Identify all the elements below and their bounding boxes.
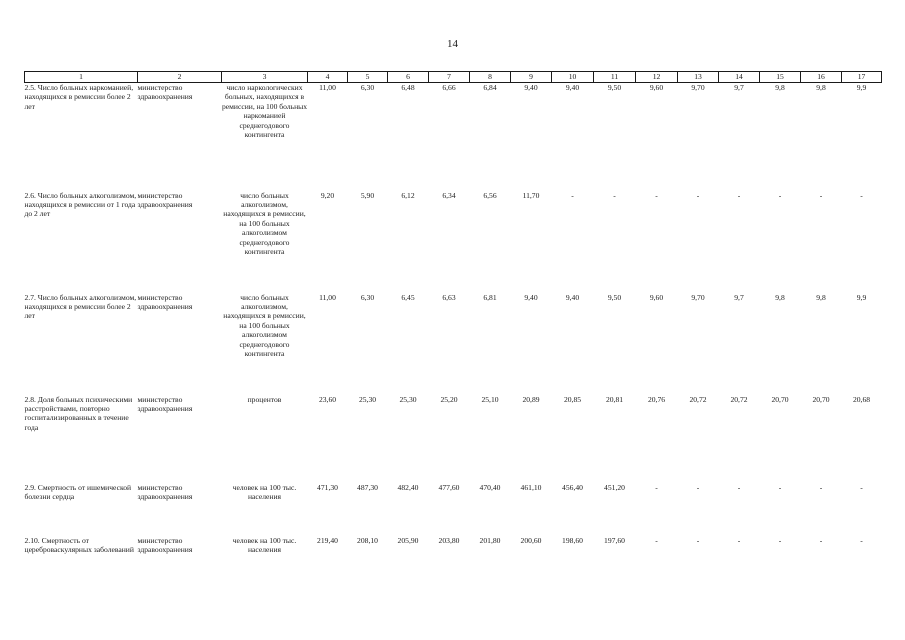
column-number: 4 [308, 72, 348, 83]
indicator-value: 200,60 [520, 535, 542, 545]
responsible-body: министерство здравоохранения [137, 190, 193, 209]
responsible-body: министерство здравоохранения [137, 292, 193, 311]
indicator-value: 20,85 [563, 394, 582, 404]
indicator-value: 20,81 [605, 394, 624, 404]
table-row [25, 83, 882, 191]
column-number: 15 [760, 72, 801, 83]
indicator-value: 9,8 [816, 292, 826, 302]
indicator-value: 9,50 [607, 83, 622, 92]
indicator-value: 9,60 [649, 83, 664, 92]
indicator-value: 6,12 [401, 190, 415, 200]
indicator-value: 198,60 [562, 535, 583, 545]
indicator-value: 197,60 [604, 535, 625, 545]
indicator-value: 208,10 [357, 535, 378, 545]
indicator-value: 6,30 [360, 292, 375, 302]
indicator-value: 456,40 [562, 482, 583, 492]
indicator-name: 2.5. Число больных наркоманией, находящихся в ремиссии более 2 лет [24, 83, 134, 111]
column-number: 17 [842, 72, 882, 83]
column-number: 14 [719, 72, 760, 83]
indicator-value: 9,8 [816, 83, 826, 92]
column-number: 2 [138, 72, 222, 83]
column-number: 8 [470, 72, 511, 83]
indicator-value: - [860, 190, 863, 200]
indicator-value: 6,30 [360, 83, 375, 92]
indicator-value: - [696, 535, 700, 545]
indicator-value: 6,45 [401, 292, 415, 302]
column-number: 6 [388, 72, 429, 83]
indicator-value: 20,68 [852, 394, 871, 404]
indicator-value: 9,70 [691, 292, 705, 302]
column-number: 3 [222, 72, 308, 83]
column-number: 5 [348, 72, 388, 83]
indicator-value: 9,40 [524, 292, 538, 302]
indicator-value: 205,90 [397, 535, 419, 545]
unit-of-measure: человек на 100 тыс. населения [232, 535, 297, 554]
indicator-value: - [860, 535, 863, 545]
indicator-value: 6,63 [442, 292, 456, 302]
page-number: 14 [447, 38, 458, 50]
indicator-value: 20,89 [522, 394, 540, 404]
indicator-value: 25,20 [440, 394, 458, 404]
indicator-value: 6,48 [401, 83, 415, 92]
table-row [25, 395, 882, 483]
indicator-name: 2.9. Смертность от ишемической болезни сердца [24, 482, 132, 501]
indicator-value: - [778, 535, 782, 545]
indicator-value: - [778, 190, 782, 200]
indicator-value: 9,40 [565, 292, 580, 302]
responsible-body: министерство здравоохранения [137, 535, 193, 554]
indicator-value: - [778, 482, 782, 492]
indicator-value: - [737, 482, 741, 492]
indicator-value: - [819, 190, 823, 200]
indicator-value: - [819, 482, 823, 492]
column-number: 1 [25, 72, 138, 83]
indicator-value: 9,7 [734, 83, 744, 92]
indicator-value: 219,40 [317, 535, 338, 545]
indicator-value: - [737, 535, 741, 545]
indicator-value: 11,70 [522, 190, 540, 200]
indicator-value: - [737, 190, 741, 200]
indicator-value: 6,34 [442, 190, 456, 200]
indicator-value: - [571, 190, 574, 200]
indicator-value: - [655, 190, 658, 200]
column-number: 11 [594, 72, 636, 83]
table-row [25, 483, 882, 536]
indicator-value: 9,20 [320, 190, 335, 200]
indicator-value: 477,60 [438, 482, 460, 492]
indicator-value: - [860, 482, 863, 492]
indicator-value: 11,00 [319, 83, 336, 92]
indicator-value: 201,80 [479, 535, 501, 545]
column-number-header [25, 72, 882, 83]
indicator-value: - [655, 482, 658, 492]
indicator-value: 451,20 [604, 482, 625, 492]
indicator-value: 470,40 [479, 482, 501, 492]
indicator-value: 203,80 [438, 535, 460, 545]
indicator-value: 5,90 [360, 190, 375, 200]
column-number: 10 [552, 72, 594, 83]
indicator-value: 9,8 [775, 83, 785, 92]
table-row [25, 191, 882, 293]
indicator-value: - [696, 190, 700, 200]
column-number: 13 [678, 72, 719, 83]
unit-of-measure: число больных алкоголизмом, находящихся в ремиссии, на 100 больных алкоголизмом среднегодового контингента [223, 292, 306, 358]
indicator-value: - [819, 535, 823, 545]
indicators-table [24, 71, 882, 576]
indicator-value: 6,81 [483, 292, 497, 302]
responsible-body: министерство здравоохранения [137, 394, 193, 413]
indicator-name: 2.7. Число больных алкоголизмом, находящихся в ремиссии более 2 лет [24, 292, 137, 321]
table-row [25, 536, 882, 576]
indicator-value: 6,84 [483, 83, 497, 92]
indicator-value: 9,9 [856, 83, 867, 92]
indicator-value: 20,72 [730, 394, 748, 404]
indicator-value: - [613, 190, 616, 200]
indicator-value: 9,9 [856, 292, 867, 302]
responsible-body: министерство здравоохранения [137, 83, 193, 102]
indicator-value: 23,60 [318, 394, 337, 404]
indicator-name: 2.8. Доля больных психическими расстройствами, повторно госпитализированных в течение года [24, 394, 133, 432]
indicator-value: - [696, 482, 700, 492]
unit-of-measure: процентов [247, 394, 282, 404]
indicator-value: 6,56 [483, 190, 497, 200]
indicator-value: 20,70 [771, 394, 789, 404]
indicator-value: 9,50 [607, 292, 622, 302]
indicator-value: 9,40 [524, 83, 538, 92]
indicator-value: 9,8 [775, 292, 785, 302]
indicator-value: - [655, 535, 658, 545]
indicator-value: 487,30 [357, 482, 378, 492]
column-number: 12 [636, 72, 678, 83]
indicator-value: 25,10 [481, 394, 499, 404]
indicator-value: 9,40 [565, 83, 580, 92]
responsible-body: министерство здравоохранения [137, 482, 193, 501]
unit-of-measure: число больных алкоголизмом, находящихся в ремиссии, на 100 больных алкоголизмом среднегодового контингента [223, 190, 306, 256]
column-number: 9 [511, 72, 552, 83]
column-number: 7 [429, 72, 470, 83]
indicator-value: 25,30 [399, 394, 417, 404]
unit-of-measure: человек на 100 тыс. населения [232, 482, 297, 501]
indicator-value: 461,10 [520, 482, 542, 492]
indicator-value: 9,7 [734, 292, 744, 302]
table-row [25, 293, 882, 395]
indicator-value: 9,60 [649, 292, 664, 302]
column-number: 16 [801, 72, 842, 83]
indicator-value: 11,00 [319, 292, 336, 302]
unit-of-measure: число наркологических больных, находящихся в ремиссии, на 100 больных наркоманией среднегодового контингента [221, 83, 308, 140]
indicator-value: 471,30 [317, 482, 338, 492]
indicator-value: 25,30 [358, 394, 377, 404]
indicator-value: 482,40 [397, 482, 419, 492]
indicator-value: 9,70 [691, 83, 705, 92]
indicator-value: 6,66 [442, 83, 456, 92]
indicator-value: 20,76 [647, 394, 666, 404]
indicator-value: 20,72 [689, 394, 707, 404]
indicator-value: 20,70 [812, 394, 830, 404]
indicator-name: 2.10. Смертность от цереброваскулярных заболеваний [24, 535, 134, 554]
indicator-name: 2.6. Число больных алкоголизмом, находящихся в ремиссии от 1 года до 2 лет [24, 190, 137, 219]
